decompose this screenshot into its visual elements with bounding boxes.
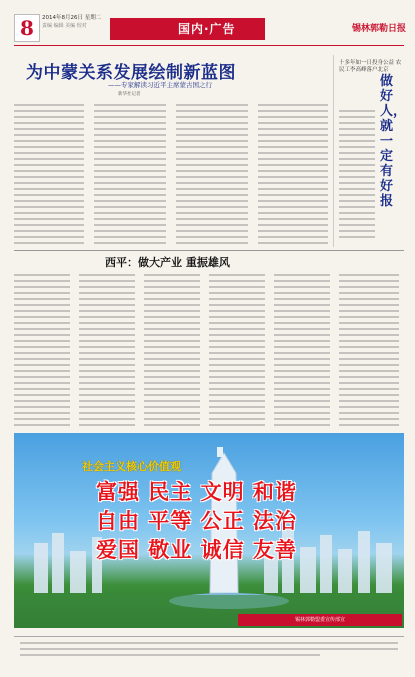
ad-heading: 社会主义核心价值观 bbox=[82, 460, 181, 473]
ad-slogan-line-2: 自由 平等 公正 法治 bbox=[96, 509, 297, 533]
masthead: 锡林郭勒日报 bbox=[352, 24, 407, 34]
ad-slogan-line-3: 爱国 敬业 诚信 友善 bbox=[96, 538, 297, 562]
lead-byline: 新华社记者 bbox=[118, 92, 141, 97]
header-divider bbox=[14, 45, 404, 46]
page-footer bbox=[14, 636, 404, 663]
commentary-kicker: 十多年如一日投身公益 农民工李高峰落户北京 bbox=[339, 60, 402, 74]
lead-body-text bbox=[14, 102, 330, 247]
section-title: 国内·广告 bbox=[178, 22, 236, 36]
commentary-title: 做好人，就一定有好报 bbox=[380, 74, 407, 209]
section2-headline: 西平：做大产业 重振雄风 bbox=[105, 256, 230, 269]
section-divider bbox=[14, 250, 404, 251]
lead-headline: 为中蒙关系发展绘制新蓝图 bbox=[26, 63, 236, 83]
page-number: 8 bbox=[14, 14, 40, 42]
lead-subhead: ——专家解读习近平主席蒙古国之行 bbox=[108, 81, 212, 89]
ad-sponsor: 锡林郭勒盟委宣传部宣 bbox=[238, 614, 402, 626]
section2-body-text bbox=[14, 272, 404, 430]
ad-slogan-line-1: 富强 民主 文明 和谐 bbox=[96, 480, 297, 504]
issue-date: 2014年8月26日 星期二 bbox=[42, 15, 102, 21]
editor-line: 责编 编辑 美编 校对 bbox=[42, 23, 87, 29]
